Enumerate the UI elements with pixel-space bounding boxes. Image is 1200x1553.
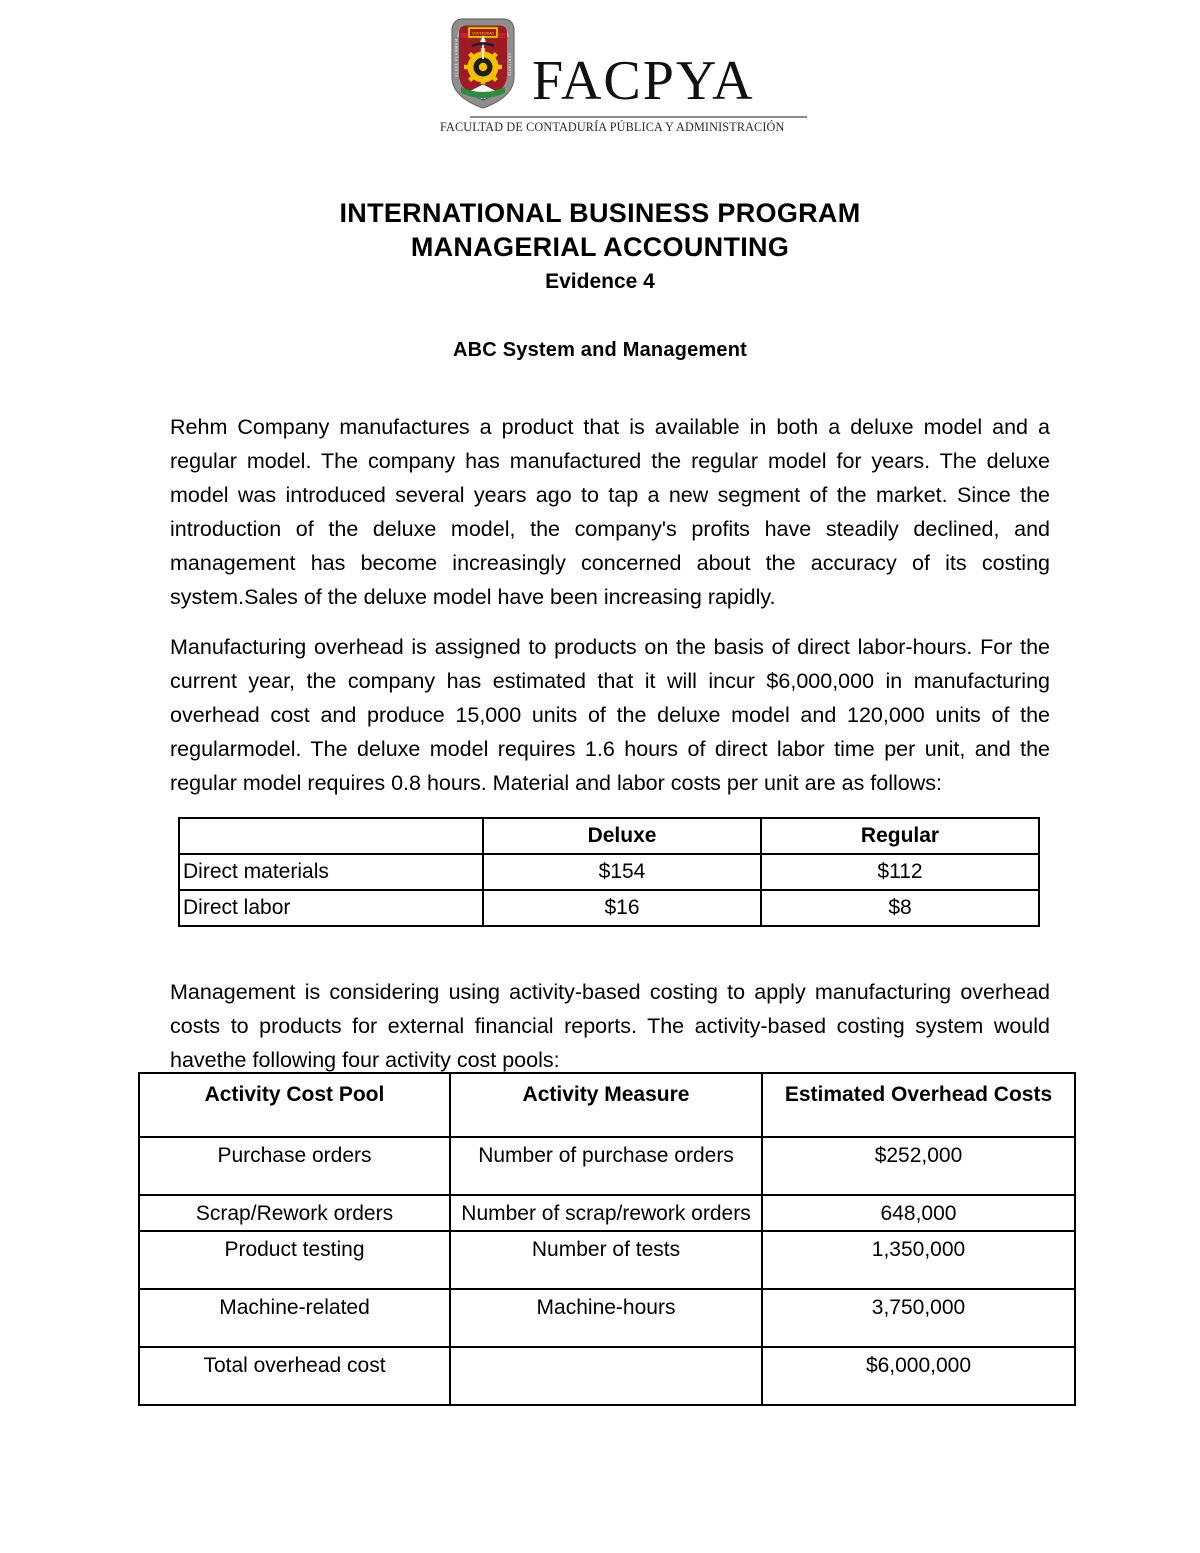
table-row: [179, 854, 1039, 890]
section-heading: ABC System and Management: [453, 339, 747, 361]
paragraph-abc-consideration: Management is considering using activity-based costing to apply manufacturing overhead costs to products for external financial reports. The activity-based costing system would havethe following four activity cost pools:: [170, 979, 1050, 1072]
table1-deluxe-direct-labor: $16: [483, 890, 761, 926]
title-line-evidence: Evidence 4: [545, 270, 655, 293]
table-row: [179, 890, 1039, 926]
table2-measure-scrap-rework-orders: Number of scrap/rework orders: [450, 1195, 762, 1231]
svg-text:VERITATIS: VERITATIS: [507, 53, 512, 77]
table2-header-activity-measure: Activity Measure: [450, 1073, 762, 1137]
table2-measure-purchase-orders: Number of purchase orders: [450, 1137, 762, 1195]
paragraph-overhead-assignment: Manufacturing overhead is assigned to products on the basis of direct labor-hours. For the current year, the company has estimated that it will incur $6,000,000 in manufacturing overhead cost and produce 15,000 units of the deluxe model and 120,000 units of the regularmodel. The deluxe model requires 1.6 hours of direct labor time per unit, and the regular model requires 0.8 hours. Material and labor costs per unit are as follows:: [170, 634, 1050, 795]
table2-pool-machine-related: Machine-related: [139, 1289, 450, 1347]
table2-measure-machine-related: Machine-hours: [450, 1289, 762, 1347]
table2-cost-purchase-orders: $252,000: [762, 1137, 1075, 1195]
wordmark-divider: [470, 116, 807, 118]
material-labor-cost-table: [178, 817, 1040, 927]
logo-inner: [437, 8, 807, 138]
facpya-wordmark: FACPYA: [532, 50, 755, 112]
table1-header-blank: [179, 818, 483, 854]
table2-cost-product-testing: 1,350,000: [762, 1231, 1075, 1289]
table-header-row: [179, 818, 1039, 854]
table1-label-direct-materials: Direct materials: [179, 854, 483, 890]
paragraph-company-background: Rehm Company manufactures a product that is available in both a deluxe model and a regular model. The company has manufactured the regular model for years. The deluxe model was introduced several years ago to tap a new segment of the market. Since the introduction of the deluxe model, the company's profits have steadily declined, and management has become increasingly concerned about the accuracy of its costing system.Sales of the deluxe model have been increasing rapidly.: [170, 414, 1050, 609]
title-line-course: MANAGERIAL ACCOUNTING: [410, 232, 790, 262]
table1-label-direct-labor: Direct labor: [179, 890, 483, 926]
page-title: [0, 196, 1200, 298]
table2-pool-scrap-rework-orders: Scrap/Rework orders: [139, 1195, 450, 1231]
table-row: [139, 1137, 1075, 1195]
table2-measure-product-testing: Number of tests: [450, 1231, 762, 1289]
table1-header-regular: Regular: [761, 818, 1039, 854]
svg-text:UNIVERSIDAD: UNIVERSIDAD: [471, 31, 495, 36]
table1-regular-direct-labor: $8: [761, 890, 1039, 926]
table2-measure-total-overhead-cost: [450, 1347, 762, 1405]
table2-cost-machine-related: 3,750,000: [762, 1289, 1075, 1347]
table2-pool-product-testing: Product testing: [139, 1231, 450, 1289]
table-row: [139, 1231, 1075, 1289]
table2-header-estimated-overhead-costs: Estimated Overhead Costs: [762, 1073, 1075, 1137]
table1-deluxe-direct-materials: $154: [483, 854, 761, 890]
table2-cost-scrap-rework-orders: 648,000: [762, 1195, 1075, 1231]
table1-regular-direct-materials: $112: [761, 854, 1039, 890]
table-row: [139, 1289, 1075, 1347]
table2-cost-total-overhead-cost: $6,000,000: [762, 1347, 1075, 1405]
table2-pool-purchase-orders: Purchase orders: [139, 1137, 450, 1195]
title-line-program: INTERNATIONAL BUSINESS PROGRAM: [339, 198, 861, 228]
activity-cost-pool-table: [138, 1072, 1076, 1406]
table2-pool-total-overhead-cost: Total overhead cost: [139, 1347, 450, 1405]
table-header-row: [139, 1073, 1075, 1137]
uanl-crest-icon: [448, 15, 518, 111]
table1-header-deluxe: Deluxe: [483, 818, 761, 854]
table-row: [139, 1195, 1075, 1231]
table-row: [139, 1347, 1075, 1405]
svg-text:ALERE FLAMMAM: ALERE FLAMMAM: [454, 38, 459, 77]
table2-header-activity-cost-pool: Activity Cost Pool: [139, 1073, 450, 1137]
faculty-subtitle: FACULTAD DE CONTADURÍA PÚBLICA Y ADMINISTRACIÓN: [440, 120, 785, 134]
document-header-logo: [0, 8, 1200, 138]
